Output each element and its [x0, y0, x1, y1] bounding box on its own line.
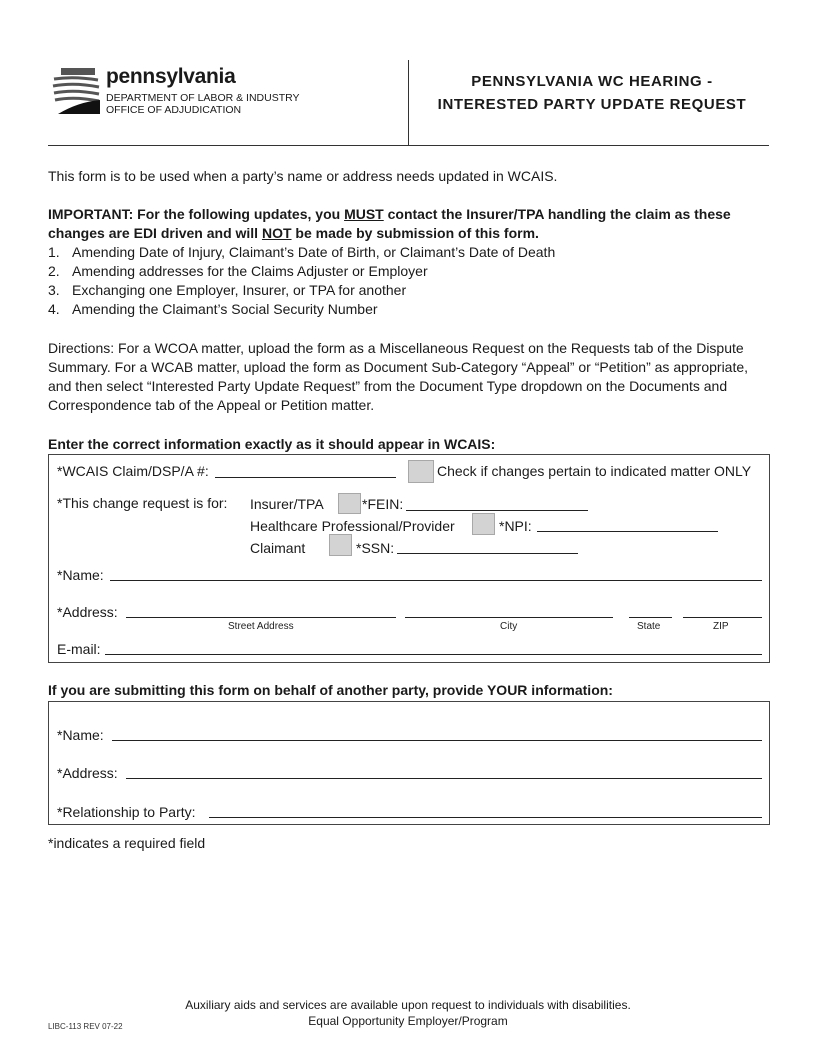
section2-heading: If you are submitting this form on behalf of another party, provide YOUR information: — [48, 682, 613, 698]
city-caption: City — [500, 621, 518, 632]
list-item-number: 4. — [48, 301, 60, 317]
important-tail: be made by submission of this form. — [291, 225, 539, 241]
npi-label: *NPI: — [499, 518, 532, 534]
city-input[interactable] — [405, 617, 613, 618]
state-input[interactable] — [629, 617, 672, 618]
important-not: NOT — [261, 225, 292, 241]
matter-only-checkbox[interactable] — [408, 460, 434, 483]
title-line-1: PENNSYLVANIA WC HEARING - — [471, 73, 713, 90]
important-lead: IMPORTANT: For the following updates, you — [48, 206, 345, 222]
header-rule — [48, 145, 769, 146]
section1-heading: Enter the correct information exactly as it should appear in WCAIS: — [48, 436, 496, 452]
list-item — [48, 243, 768, 262]
required-note: *indicates a required field — [48, 835, 206, 851]
ssn-input[interactable] — [397, 553, 578, 554]
street-input[interactable] — [126, 617, 396, 618]
important-mid: contact the Insurer/TPA handling the claim as these changes are EDI driven and will — [48, 206, 731, 241]
address-label: *Address: — [57, 604, 118, 620]
insurer-checkbox[interactable] — [338, 493, 361, 514]
healthcare-label: Healthcare Professional/Provider — [250, 518, 455, 534]
healthcare-checkbox[interactable] — [472, 513, 495, 535]
list-item-number: 1. — [48, 244, 60, 260]
pa-keystone-icon — [52, 66, 104, 116]
list-item — [48, 281, 768, 300]
fein-label: *FEIN: — [362, 496, 404, 512]
fein-input[interactable] — [406, 510, 588, 511]
claimant-label: Claimant — [250, 540, 306, 556]
list-item-number: 3. — [48, 282, 60, 298]
state-caption: State — [637, 621, 661, 632]
zip-caption: ZIP — [713, 621, 729, 632]
rep-address-label: *Address: — [57, 765, 118, 781]
list-item-text: Exchanging one Employer, Insurer, or TPA for another — [72, 282, 407, 298]
header-divider — [408, 60, 409, 145]
footer-eeo: Equal Opportunity Employer/Program — [308, 1014, 508, 1028]
matter-only-label: Check if changes pertain to indicated matter ONLY — [437, 463, 752, 479]
list-item — [48, 262, 768, 281]
name-label: *Name: — [57, 567, 104, 583]
list-item-text: Amending the Claimant’s Social Security Number — [72, 301, 378, 317]
street-caption: Street Address — [228, 621, 294, 632]
rep-address-input[interactable] — [126, 778, 762, 779]
zip-input[interactable] — [683, 617, 762, 618]
claim-input[interactable] — [215, 477, 396, 478]
insurer-label: Insurer/TPA — [250, 496, 324, 512]
email-input[interactable] — [105, 654, 762, 655]
department-name: DEPARTMENT OF LABOR & INDUSTRY — [106, 92, 300, 104]
important-list — [48, 243, 768, 319]
pa-logo — [52, 66, 302, 120]
change-for-label: *This change request is for: — [57, 495, 228, 511]
ssn-label: *SSN: — [356, 540, 395, 556]
important-notice — [48, 205, 748, 243]
form-code: LIBC-113 REV 07-22 — [48, 1022, 123, 1031]
title-line-2: INTERESTED PARTY UPDATE REQUEST — [437, 96, 747, 113]
claimant-checkbox[interactable] — [329, 534, 352, 556]
list-item — [48, 300, 768, 319]
page-title — [414, 70, 770, 116]
logo-wordmark: pennsylvania — [106, 65, 236, 88]
npi-input[interactable] — [537, 531, 718, 532]
office-name: OFFICE OF ADJUDICATION — [106, 104, 242, 116]
directions-text: Directions: For a WCOA matter, upload the form as a Miscellaneous Request on the Requests tab of the Dispute Summary. For a WCAB matter, upload the form as Document Sub-Category “Appeal” or “Petition” as appropriate, and then select “Interested Party Update Request” from the Document Type dropdown on the Documents and Correspondence tab of the Appeal or Petition matter. — [48, 340, 749, 413]
section1-box — [48, 454, 770, 663]
footer-accessibility: Auxiliary aids and services are available upon request to individuals with disabilities. — [185, 998, 631, 1012]
email-label: E-mail: — [57, 641, 101, 657]
relationship-input[interactable] — [209, 817, 762, 818]
list-item-number: 2. — [48, 263, 60, 279]
rep-name-input[interactable] — [112, 740, 762, 741]
intro-text: This form is to be used when a party’s name or address needs updated in WCAIS. — [48, 168, 558, 184]
claim-label: *WCAIS Claim/DSP/A #: — [57, 463, 209, 479]
name-input[interactable] — [110, 580, 762, 581]
list-item-text: Amending addresses for the Claims Adjuster or Employer — [72, 263, 428, 279]
important-must: MUST — [344, 206, 384, 222]
list-item-text: Amending Date of Injury, Claimant’s Date of Birth, or Claimant’s Date of Death — [72, 244, 556, 260]
rep-name-label: *Name: — [57, 727, 104, 743]
relationship-label: *Relationship to Party: — [57, 804, 196, 820]
